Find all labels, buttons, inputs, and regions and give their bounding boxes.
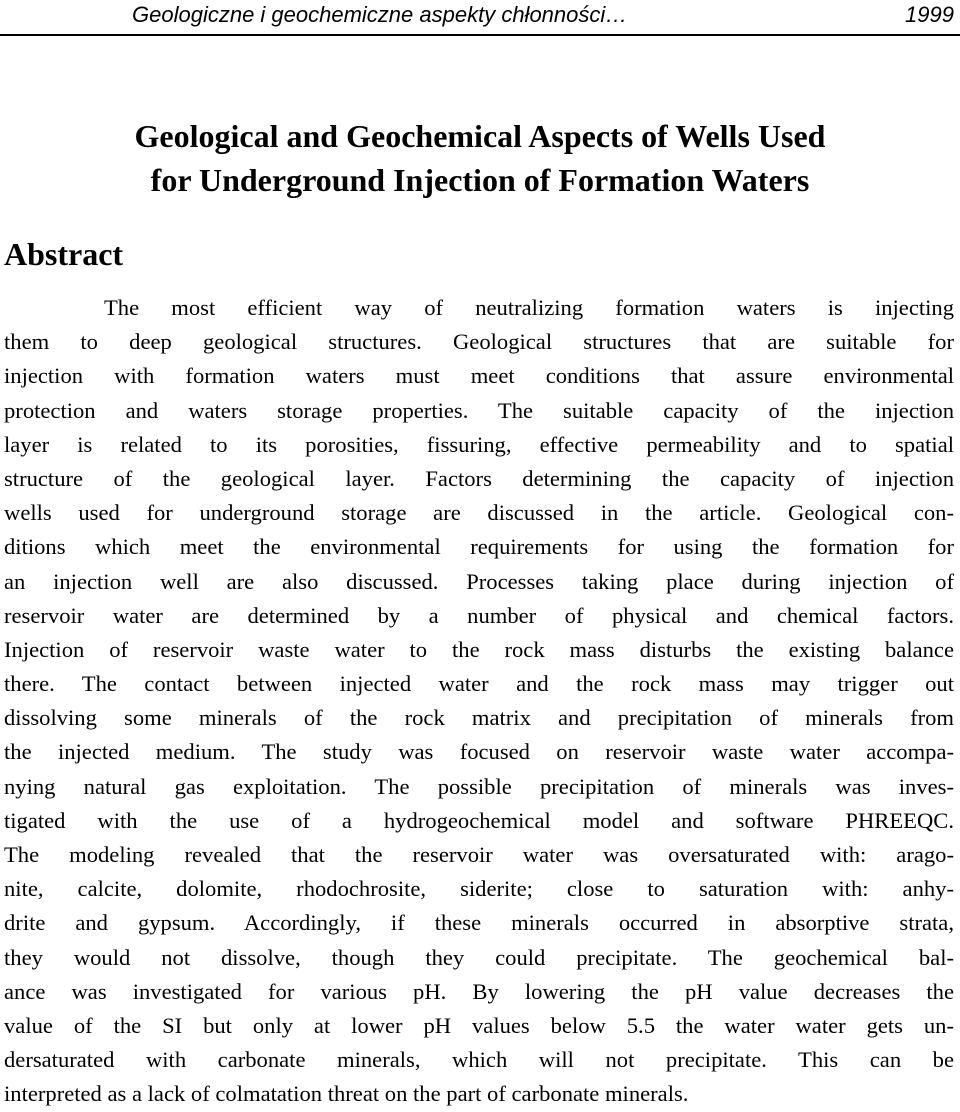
abstract-line: The most efficient way of neutralizing formation waters is injecting <box>104 295 954 320</box>
abstract-line: reservoir water are determined by a number of physical and chemical factors. <box>4 602 954 628</box>
abstract-line: interpreted as a lack of colmatation threat on the part of carbonate minerals. <box>4 1081 689 1107</box>
abstract-line: The modeling revealed that the reservoir water was oversaturated with: arago- <box>4 842 954 867</box>
abstract-line: injection with formation waters must meet conditions that assure environmental <box>4 363 954 389</box>
abstract-line: dersaturated with carbonate minerals, which will not precipitate. This can be <box>4 1047 954 1073</box>
abstract-line: there. The contact between injected water and the rock mass may trigger out <box>4 671 954 697</box>
abstract-line: them to deep geological structures. Geological structures that are suitable for <box>4 329 954 355</box>
abstract-line: they would not dissolve, though they could precipitate. The geochemical bal- <box>4 944 954 970</box>
abstract-line: wells used for underground storage are discussed in the article. Geological con- <box>4 500 954 526</box>
article-title <box>0 114 960 202</box>
journal-title: Geologiczne i geochemiczne aspekty chłonności… <box>132 2 628 27</box>
abstract-line: drite and gypsum. Accordingly, if these minerals occurred in absorptive strata, <box>4 910 954 936</box>
abstract-line: nying natural gas exploitation. The possible precipitation of minerals was inves- <box>4 773 954 799</box>
abstract-line: the injected medium. The study was focused on reservoir waste water accompa- <box>4 739 954 765</box>
abstract-heading: Abstract <box>4 236 124 272</box>
abstract-body <box>4 291 954 1112</box>
abstract-line: protection and waters storage properties. The suitable capacity of the injection <box>4 397 954 423</box>
abstract-line: layer is related to its porosities, fissuring, effective permeability and to spatial <box>4 431 954 457</box>
abstract-line: ance was investigated for various pH. By lowering the pH value decreases the <box>4 978 954 1004</box>
abstract-line: Injection of reservoir waste water to the rock mass disturbs the existing balance <box>4 636 954 662</box>
article-title-line-1: Geological and Geochemical Aspects of Wells Used <box>134 118 826 154</box>
publication-year: 1999 <box>905 2 954 27</box>
abstract-line: value of the SI but only at lower pH values below 5.5 the water water gets un- <box>4 1012 954 1038</box>
article-title-line-2: for Underground Injection of Formation Waters <box>150 162 810 198</box>
abstract-line: an injection well are also discussed. Processes taking place during injection of <box>4 568 954 594</box>
abstract-line: structure of the geological layer. Factors determining the capacity of injection <box>4 465 954 491</box>
abstract-line: ditions which meet the environmental requirements for using the formation for <box>4 534 954 560</box>
abstract-line: tigated with the use of a hydrogeochemical model and software PHREEQC. <box>4 807 954 833</box>
running-header <box>0 0 960 36</box>
abstract-line: dissolving some minerals of the rock matrix and precipitation of minerals from <box>4 705 954 731</box>
abstract-line: nite, calcite, dolomite, rhodochrosite, siderite; close to saturation with: anhy- <box>4 876 954 902</box>
